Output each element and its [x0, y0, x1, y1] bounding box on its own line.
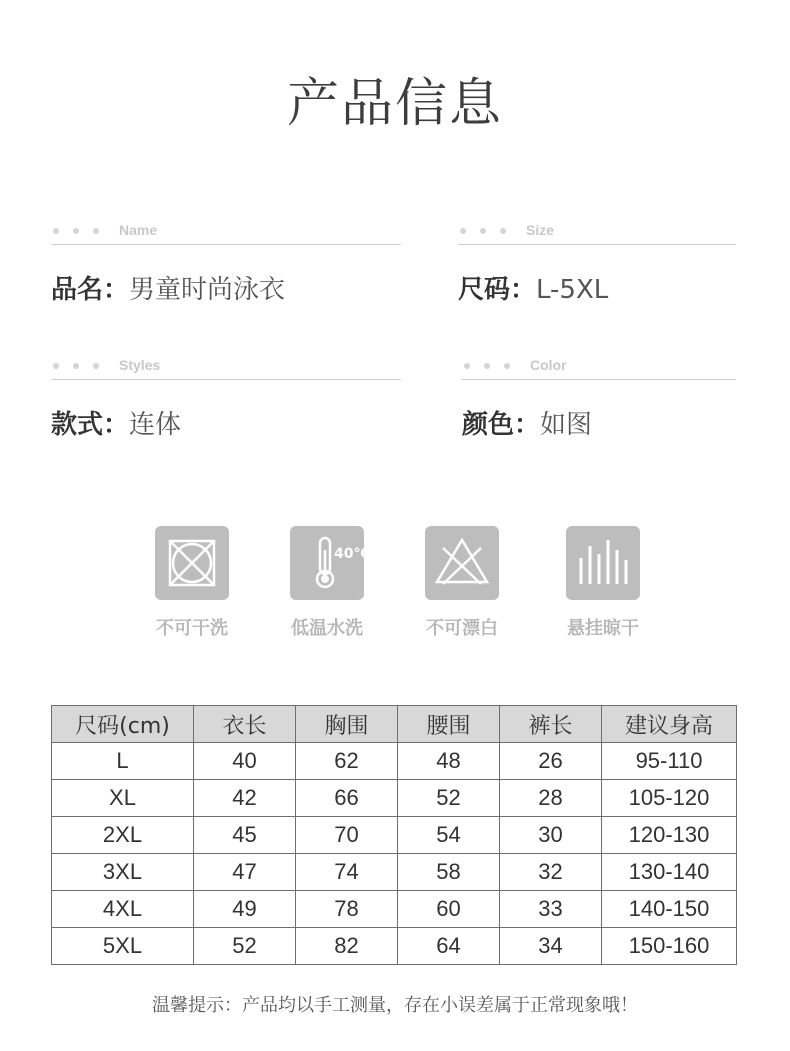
- table-row: [52, 891, 737, 928]
- spec-key: 品名：: [51, 275, 130, 305]
- column-header: 腰围: [398, 706, 500, 743]
- table-cell: 33: [500, 891, 602, 928]
- table-row: [52, 743, 737, 780]
- table-cell: 32: [500, 854, 602, 891]
- column-header: 裤长: [500, 706, 602, 743]
- table-cell: 58: [398, 854, 500, 891]
- dots-decoration: [458, 220, 518, 240]
- spec-color: [462, 408, 592, 442]
- spec-name: [51, 273, 285, 307]
- table-row: [52, 928, 737, 965]
- section-header-color: [462, 355, 736, 375]
- spec-key: 尺码：: [458, 275, 537, 305]
- section-label: Color: [530, 357, 567, 373]
- divider: [51, 244, 401, 245]
- table-cell: XL: [52, 780, 194, 817]
- care-label: 不可漂白: [426, 618, 498, 639]
- dots-decoration: [51, 220, 111, 240]
- no-bleach-icon: [425, 526, 499, 600]
- table-cell: 52: [398, 780, 500, 817]
- care-no-bleach: [407, 526, 517, 646]
- page-title: 产品信息: [286, 74, 503, 134]
- hang-dry-icon: [566, 526, 640, 600]
- table-cell: L: [52, 743, 194, 780]
- divider: [51, 379, 401, 380]
- table-cell: 2XL: [52, 817, 194, 854]
- table-cell: 78: [296, 891, 398, 928]
- column-header: 建议身高: [602, 706, 737, 743]
- wash-40-icon: [290, 526, 371, 600]
- table-cell: 40: [194, 743, 296, 780]
- table-cell: 74: [296, 854, 398, 891]
- section-header-name: [51, 220, 401, 240]
- table-cell: 130-140: [602, 854, 737, 891]
- care-label: 不可干洗: [156, 618, 228, 639]
- dots-decoration: [462, 355, 522, 375]
- table-cell: 45: [194, 817, 296, 854]
- table-cell: 54: [398, 817, 500, 854]
- spec-key: 款式：: [51, 410, 130, 440]
- section-label: Size: [526, 222, 555, 238]
- table-cell: 70: [296, 817, 398, 854]
- spec-value: 如图: [540, 410, 593, 440]
- spec-value: L-5XL: [536, 275, 609, 305]
- table-cell: 30: [500, 817, 602, 854]
- table-cell: 120-130: [602, 817, 737, 854]
- divider: [462, 379, 736, 380]
- section-header-styles: [51, 355, 401, 375]
- footer-note: 温馨提示：产品均以手工测量，存在小误差属于正常现象哦！: [152, 995, 638, 1016]
- care-hang-dry: [548, 526, 658, 646]
- table-row: [52, 780, 737, 817]
- section-label: Name: [119, 222, 158, 238]
- table-cell: 140-150: [602, 891, 737, 928]
- column-header: 胸围: [296, 706, 398, 743]
- table-cell: 4XL: [52, 891, 194, 928]
- table-cell: 105-120: [602, 780, 737, 817]
- table-cell: 82: [296, 928, 398, 965]
- temp-text: 40℃: [334, 546, 371, 562]
- spec-size: [458, 273, 608, 307]
- care-no-dry-clean: [137, 526, 247, 646]
- table-cell: 34: [500, 928, 602, 965]
- care-label: 悬挂晾干: [567, 618, 639, 639]
- table-row: [52, 817, 737, 854]
- column-header: 衣长: [194, 706, 296, 743]
- table-row: [52, 854, 737, 891]
- table-cell: 95-110: [602, 743, 737, 780]
- table-cell: 52: [194, 928, 296, 965]
- table-cell: 26: [500, 743, 602, 780]
- spec-key: 颜色：: [462, 410, 541, 440]
- table-cell: 64: [398, 928, 500, 965]
- table-header-row: [52, 706, 737, 743]
- table-cell: 60: [398, 891, 500, 928]
- table-cell: 66: [296, 780, 398, 817]
- care-wash-40: [272, 526, 382, 646]
- section-label: Styles: [119, 357, 161, 373]
- table-cell: 28: [500, 780, 602, 817]
- table-cell: 42: [194, 780, 296, 817]
- divider: [458, 244, 736, 245]
- section-header-size: [458, 220, 736, 240]
- table-cell: 48: [398, 743, 500, 780]
- table-cell: 49: [194, 891, 296, 928]
- size-table: [51, 705, 737, 965]
- table-cell: 3XL: [52, 854, 194, 891]
- dots-decoration: [51, 355, 111, 375]
- table-cell: 62: [296, 743, 398, 780]
- care-label: 低温水洗: [291, 618, 363, 639]
- no-dry-clean-icon: [155, 526, 229, 600]
- table-cell: 47: [194, 854, 296, 891]
- table-cell: 5XL: [52, 928, 194, 965]
- spec-style: [51, 408, 181, 442]
- table-cell: 150-160: [602, 928, 737, 965]
- spec-value: 男童时尚泳衣: [129, 275, 286, 305]
- column-header: 尺码(cm): [52, 706, 194, 743]
- spec-value: 连体: [129, 410, 182, 440]
